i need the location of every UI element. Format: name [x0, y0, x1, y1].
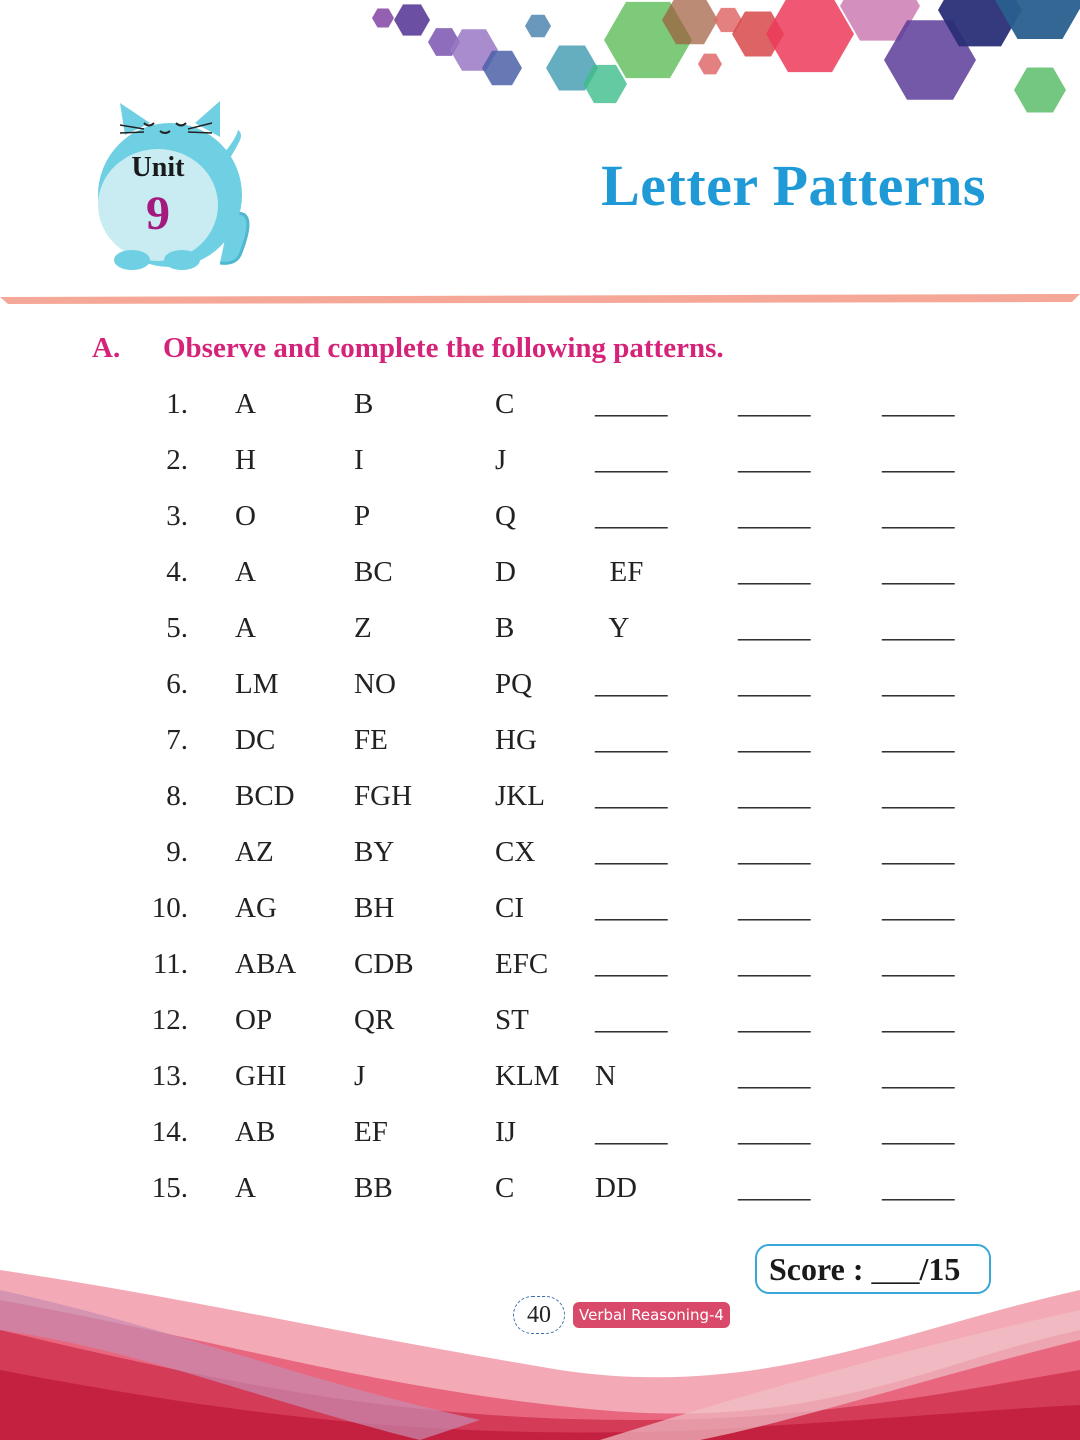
page-number: 40 — [513, 1296, 565, 1334]
answer-blank[interactable]: _____ — [882, 892, 955, 924]
pattern-cell: NO — [354, 668, 396, 700]
answer-blank[interactable]: _____ — [595, 780, 668, 812]
pattern-row — [0, 940, 1080, 996]
pattern-cell: OP — [235, 1004, 273, 1036]
hexagon-shape — [1014, 68, 1066, 113]
hexagon-shape — [698, 54, 722, 75]
answer-blank[interactable]: _____ — [738, 724, 811, 756]
answer-blank[interactable]: _____ — [595, 388, 668, 420]
pattern-row — [0, 436, 1080, 492]
answer-blank[interactable]: _____ — [882, 836, 955, 868]
hexagon-shape — [394, 4, 430, 35]
pattern-cell: AZ — [235, 836, 274, 868]
answer-blank[interactable]: _____ — [882, 1172, 955, 1204]
pattern-cell: PQ — [495, 668, 533, 700]
answer-blank[interactable]: _____ — [595, 948, 668, 980]
unit-label: Unit — [131, 152, 185, 183]
row-number: 10. — [151, 892, 188, 924]
answer-blank[interactable]: _____ — [738, 500, 811, 532]
pattern-cell: EF — [595, 556, 644, 588]
answer-blank[interactable]: _____ — [882, 556, 955, 588]
pattern-cell: C — [495, 1172, 515, 1204]
pattern-row — [0, 380, 1080, 436]
pattern-cell: Z — [354, 612, 372, 644]
pattern-cell: N — [595, 1060, 616, 1092]
answer-blank[interactable]: _____ — [738, 444, 811, 476]
cat-mascot-icon — [80, 95, 260, 275]
row-number: 14. — [151, 1116, 188, 1148]
row-number: 15. — [151, 1172, 188, 1204]
answer-blank[interactable]: _____ — [595, 1116, 668, 1148]
answer-blank[interactable]: _____ — [738, 1004, 811, 1036]
answer-blank[interactable]: _____ — [595, 668, 668, 700]
score-total: /15 — [919, 1250, 961, 1287]
pattern-cell: H — [235, 444, 256, 476]
pattern-cell: KLM — [495, 1060, 560, 1092]
pattern-row — [0, 548, 1080, 604]
pattern-cell: FE — [354, 724, 388, 756]
pattern-cell: ABA — [235, 948, 297, 980]
section-instruction: Observe and complete the following patterns. — [163, 332, 724, 364]
pattern-cell: EFC — [495, 948, 549, 980]
pattern-row — [0, 772, 1080, 828]
pattern-cell: CI — [495, 892, 524, 924]
answer-blank[interactable]: _____ — [882, 1004, 955, 1036]
row-number: 9. — [166, 836, 188, 868]
hexagon-shape — [766, 0, 854, 72]
pattern-cell: Q — [495, 500, 516, 532]
answer-blank[interactable]: _____ — [882, 948, 955, 980]
pattern-cell: DC — [235, 724, 276, 756]
pattern-cell: CX — [495, 836, 536, 868]
book-title-tag: Verbal Reasoning-4 — [573, 1302, 730, 1328]
pattern-cell: IJ — [495, 1116, 516, 1148]
pattern-cell: LM — [235, 668, 279, 700]
answer-blank[interactable]: _____ — [882, 500, 955, 532]
answer-blank[interactable]: _____ — [738, 1172, 811, 1204]
answer-blank[interactable]: _____ — [595, 892, 668, 924]
row-number: 6. — [166, 668, 188, 700]
answer-blank[interactable]: _____ — [738, 780, 811, 812]
answer-blank[interactable]: _____ — [595, 1004, 668, 1036]
pattern-list — [0, 380, 1080, 1220]
pattern-row — [0, 828, 1080, 884]
row-number: 3. — [166, 500, 188, 532]
answer-blank[interactable]: _____ — [882, 668, 955, 700]
row-number: 7. — [166, 724, 188, 756]
answer-blank[interactable]: _____ — [595, 724, 668, 756]
answer-blank[interactable]: _____ — [595, 444, 668, 476]
answer-blank[interactable]: _____ — [738, 1060, 811, 1092]
pattern-cell: BH — [354, 892, 395, 924]
answer-blank[interactable]: _____ — [882, 780, 955, 812]
answer-blank[interactable]: _____ — [738, 388, 811, 420]
pattern-cell: QR — [354, 1004, 395, 1036]
pattern-cell: BB — [354, 1172, 393, 1204]
pattern-cell: J — [495, 444, 507, 476]
row-number: 11. — [152, 948, 188, 980]
row-number: 13. — [151, 1060, 188, 1092]
hexagon-shape — [525, 15, 551, 38]
answer-blank[interactable]: _____ — [738, 556, 811, 588]
pattern-cell: Y — [595, 612, 630, 644]
score-blank[interactable]: ___ — [871, 1250, 920, 1287]
row-number: 8. — [166, 780, 188, 812]
pattern-row — [0, 1052, 1080, 1108]
answer-blank[interactable]: _____ — [595, 836, 668, 868]
header-divider — [0, 294, 1080, 308]
row-number: 5. — [166, 612, 188, 644]
pattern-cell: HG — [495, 724, 537, 756]
pattern-row — [0, 884, 1080, 940]
answer-blank[interactable]: _____ — [882, 1060, 955, 1092]
pattern-cell: A — [235, 612, 256, 644]
section-letter: A. — [92, 332, 121, 364]
answer-blank[interactable]: _____ — [882, 444, 955, 476]
answer-blank[interactable]: _____ — [882, 1116, 955, 1148]
pattern-cell: DD — [595, 1172, 637, 1204]
pattern-cell: A — [235, 388, 256, 420]
pattern-row — [0, 716, 1080, 772]
page-title: Letter Patterns — [601, 153, 986, 218]
pattern-cell: EF — [354, 1116, 388, 1148]
pattern-row — [0, 1164, 1080, 1220]
pattern-cell: BCD — [235, 780, 295, 812]
pattern-row — [0, 492, 1080, 548]
pattern-cell: AB — [235, 1116, 276, 1148]
answer-blank[interactable]: _____ — [882, 388, 955, 420]
row-number: 12. — [151, 1004, 188, 1036]
pattern-cell: A — [235, 556, 256, 588]
answer-blank[interactable]: _____ — [595, 500, 668, 532]
pattern-cell: B — [495, 612, 515, 644]
answer-blank[interactable]: _____ — [738, 612, 811, 644]
row-number: 4. — [166, 556, 188, 588]
pattern-cell: P — [354, 500, 371, 532]
unit-number: 9 — [146, 187, 170, 240]
answer-blank[interactable]: _____ — [738, 948, 811, 980]
pattern-cell: B — [354, 388, 374, 420]
pattern-cell: J — [354, 1060, 366, 1092]
hexagon-shape — [372, 9, 394, 28]
pattern-row — [0, 604, 1080, 660]
answer-blank[interactable]: _____ — [882, 724, 955, 756]
pattern-row — [0, 1108, 1080, 1164]
row-number: 2. — [166, 444, 188, 476]
pattern-cell: GHI — [235, 1060, 287, 1092]
pattern-row — [0, 996, 1080, 1052]
pattern-cell: AG — [235, 892, 277, 924]
pattern-cell: ST — [495, 1004, 529, 1036]
pattern-cell: JKL — [495, 780, 545, 812]
answer-blank[interactable]: _____ — [738, 892, 811, 924]
row-number: 1. — [166, 388, 188, 420]
answer-blank[interactable]: _____ — [738, 1116, 811, 1148]
pattern-cell: C — [495, 388, 515, 420]
pattern-cell: D — [495, 556, 516, 588]
pattern-cell: A — [235, 1172, 256, 1204]
pattern-cell: BC — [354, 556, 393, 588]
answer-blank[interactable]: _____ — [738, 836, 811, 868]
pattern-cell: BY — [354, 836, 395, 868]
pattern-cell: O — [235, 500, 256, 532]
answer-blank[interactable]: _____ — [882, 612, 955, 644]
pattern-row — [0, 660, 1080, 716]
pattern-cell: I — [354, 444, 364, 476]
answer-blank[interactable]: _____ — [738, 668, 811, 700]
pattern-cell: CDB — [354, 948, 414, 980]
pattern-cell: FGH — [354, 780, 413, 812]
score-label: Score : — [769, 1250, 864, 1287]
